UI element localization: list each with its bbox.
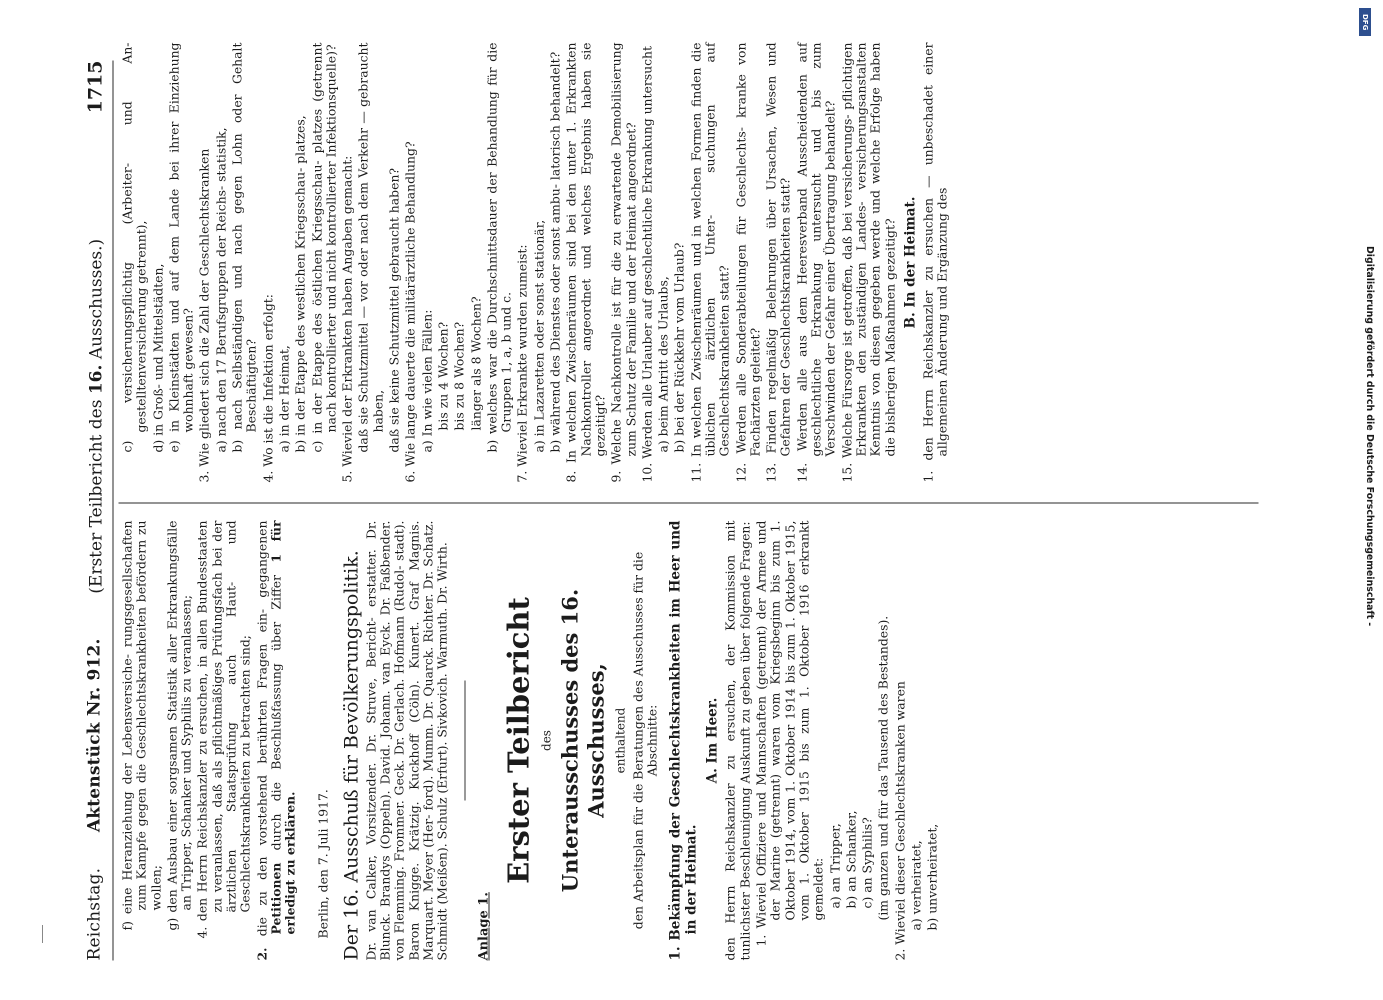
question-line: e) in Kleinstädten und auf dem Lande bei ihrer Einziehung wohnhaft gewesen? <box>165 42 196 452</box>
question-line: c) in der Etappe des östlichen Kriegsschau- platzes (getrennt nach kontrollierter und nicht kontrollierter Infektionsquelle)? <box>308 42 338 452</box>
question-line: 10. Werden alle Urlauber auf geschlechtliche Erkrankung untersucht <box>638 45 654 482</box>
question-line: b) nach Selbständigen und nach gegen Lohn oder Gehalt Beschäftigten? <box>229 42 259 452</box>
subsection-a-heading: A. Im Heer. <box>704 697 721 783</box>
committee-members: Dr. van Calker, Vorsitzender. Dr. Struve, Bericht- erstatter. Dr. Blunck. Brandys (Oppeln). David. Johann. van Eyck. Dr. Faßbender. von Flemming. Frommer. Geck. Dr. Gerlach. Hofmann (Rudol- stadt). Baron Knigge. Krätzig. Kuckhoff (Cöln). Kunert. Graf Magnis. Marquart. Meyer (Her- ford). Mumm. Dr. Quarck. Richter. Dr. Schatz. Schmidt (Meißen). Schulz (Erfurt). Sivkovich. Warmuth. Dr. Wirth. <box>362 520 450 960</box>
question-line: c) versicherungspflichtig (Arbeiter- und An- gestelltenversicherung getrennt), <box>119 42 149 452</box>
question-line: 4. Wo ist die Infektion erfolgt: <box>259 293 275 482</box>
question-line: 12. Werden alle Sonderabteilungen für Geschlechts- kranke von Fachärzten geleitet? <box>732 42 762 482</box>
section-1-title: Bekämpfung der Geschlechtskrankheiten im Heer und in der Heimat. <box>667 520 700 941</box>
item-4: 4. den Herrn Reichskanzler zu ersuchen, in allen Bundesstaaten zu veranlassen, daß als pflichtmäßiges Prüfungsfach bei der ärztlichen Staatsprüfung auch Haut- und Geschlechtskrankheiten zu betrachten sind; <box>194 520 253 938</box>
question-line: 8. In welchen Zwischenräumen sind bei den unter 1. Erkrankten Nachkontroller angeordnet und welches Ergebnis haben sie gezeitigt? <box>563 42 607 482</box>
question-line: 14. Werden alle aus dem Heeresverband Ausscheidenden auf geschlechtliche Erkrankung untersucht und bis zum Verschwinden der Gefahr einer Übertragung behandelt? <box>793 42 838 482</box>
question-line: 3. Wie gliedert sich die Zahl der Geschlechtskranken <box>196 148 212 482</box>
digitization-credit: Digitalisierung gefördert durch die Deutsche Forschungsgemeinschaft - <box>1364 246 1375 627</box>
report-subtitle: Unterausschusses des 16. Ausschusses, <box>557 588 609 892</box>
item-f: f) eine Heranziehung der Lebensversiche- rungsgesellschaften zum Kampfe gegen die Geschlechtskrankheiten befördern zu wollen; <box>119 520 163 930</box>
question-line: a) In wie vielen Fällen: <box>418 309 434 452</box>
running-header <box>84 60 112 960</box>
left-column <box>120 520 942 960</box>
question-1-note: (im ganzen und für das Tausend des Bestandes). <box>875 615 891 920</box>
intro-paragraph: den Herrn Reichskanzler zu ersuchen, der Kommission mit tunlichster Beschleunigung Auskunft zu geben über folgende Fragen: <box>722 520 752 960</box>
anlage-label: Anlage 1. <box>475 891 491 960</box>
date-line: Berlin, den 7. Juli 1917. <box>314 788 330 938</box>
question-line: daß sie keine Schutzmittel gebraucht haben? <box>386 167 402 452</box>
question-line: 13. Finden regelmäßig Belehrungen über Ursachen, Wesen und Gefahren der Geschlechtskrankheiten statt? <box>763 42 793 482</box>
page-number: 1715 <box>84 60 106 113</box>
question-line: a) in Lazaretten oder sonst stationär, <box>530 219 546 452</box>
question-line: b) welches war die Durchschnittsdauer der Behandlung für die Gruppen 1, a, b und c. <box>483 42 514 452</box>
header-right <box>84 60 106 593</box>
item-2-text-b: durch die Beschlußfassung über Ziffer <box>267 574 283 850</box>
header-reichstag: Reichstag. <box>84 867 104 960</box>
question-line: a) in der Heimat, <box>275 344 291 452</box>
subsection-b-heading: B. In der Heimat. <box>901 196 918 328</box>
question-line: daß sie Schutzmittel — vor oder nach dem Verkehr — gebraucht haben, <box>355 42 385 452</box>
header-report-end: Ausschusses.) <box>86 238 106 359</box>
question-2-a: a) verheiratet, <box>907 839 923 930</box>
report-title: Erster Teilbericht <box>500 596 535 884</box>
question-1-a: a) an Tripper, <box>826 822 842 908</box>
report-enthaltend: enthaltend <box>613 707 628 773</box>
header-left <box>84 638 104 960</box>
header-aktenstueck: Aktenstück Nr. 912. <box>84 637 104 832</box>
question-line: 15. Welche Fürsorge ist getroffen, daß bei versicherungs- pflichtigen Erkrankten den zuständigen Landes- versicherungsanstalten Kenntnis von diesen gegeben werde und welche Erfolge haben die bisherigen Maßnahmen gezeitigt? <box>838 42 897 482</box>
question-line: 7. Wieviel Erkrankte wurden zumeist: <box>514 243 530 482</box>
item-2-petitionen: Petitionen <box>267 862 283 934</box>
question-line: a) beim Antritt des Urlaubs, <box>655 275 671 452</box>
question-1: 1. Wieviel Offiziere und Mannschaften (getrennt) der Armee und der Marine (getrennt) waren vom Kriegsbeginn bis zum 1. Oktober 1914, vom 1. Oktober 1914 bis zum 1. Oktober 1915, vom 1. Oktober 1915 bis zum 1. Oktober 1916 erkrankt gemeldet: <box>753 520 826 946</box>
report-des: des <box>538 729 553 751</box>
question-line: bis zu 4 Wochen? <box>434 321 450 430</box>
committee-title: Der 16. Ausschuß für Bevölkerungspolitik. <box>339 549 362 960</box>
question-list <box>120 42 897 482</box>
question-line: d) in Groß- und Mittelstädten, <box>149 263 165 452</box>
question-2-b: b) unverheiratet, <box>924 823 940 930</box>
header-rule <box>112 60 113 960</box>
item-2-number: 2. <box>253 947 269 960</box>
question-line: 6. Wie lange dauerte die militärärztliche Behandlung? <box>402 140 418 482</box>
item-g: g) den Ausbau einer sorgsamen Statistik aller Erkrankungsfälle an Tripper, Schanker und Syphilis zu veranlassen; <box>163 520 194 930</box>
question-line: bis zu 8 Wochen? <box>451 321 467 430</box>
question-2: 2. Wieviel dieser Geschlechtskranken waren <box>891 680 907 960</box>
right-column <box>120 42 952 482</box>
question-line: 5. Wieviel der Erkrankten haben Angaben gemacht: <box>339 155 355 482</box>
dfg-logo: DFG <box>1359 8 1371 36</box>
item-2-erledigt: 1 für erledigt zu erklären. <box>267 520 298 934</box>
header-report-title: (Erster Teilbericht des <box>86 399 106 594</box>
item-2-text-a: die zu den vorstehend berührten Fragen ein- gegangenen <box>253 520 269 936</box>
question-line: 11. In welchen Zwischenräumen und in welchen Formen finden die üblichen ärztlichen Unter- suchungen auf Geschlechtskrankheiten statt? <box>687 42 732 482</box>
heimat-item-1: 1. den Herrn Reichskanzler zu ersuchen — unbeschadet einer allgemeinen Änderung und Ergänzung des <box>920 42 950 482</box>
header-committee-number: 16. <box>86 364 106 394</box>
question-1-b: b) an Schanker, <box>842 809 858 908</box>
question-line: länger als 8 Wochen? <box>467 295 483 430</box>
question-1-c: c) an Syphilis? <box>859 816 875 908</box>
question-line: b) bei der Rückkehr vom Urlaub? <box>671 242 687 452</box>
question-line: 9. Welche Nachkontrolle ist für die zu erwartende Demobilisierung zum Schutz der Familie und der Heimat angeordnet? <box>608 42 638 482</box>
section-1-number: 1. <box>667 945 684 960</box>
question-line: b) während des Dienstes oder sonst ambu- latorisch behandelt? <box>547 51 563 452</box>
section-divider <box>464 680 465 800</box>
item-2 <box>255 520 298 960</box>
arbeitsplan-line: den Arbeitsplan für die Beratungen des Ausschusses für die Abschnitte: <box>629 551 659 929</box>
question-line: a) nach den 17 Berufsgruppen der Reichs- statistik, <box>212 126 228 452</box>
question-line: b) in der Etappe des westlichen Kriegsschau- platzes, <box>292 114 308 452</box>
column-rule <box>118 502 1258 503</box>
section-1-heading <box>667 520 699 960</box>
